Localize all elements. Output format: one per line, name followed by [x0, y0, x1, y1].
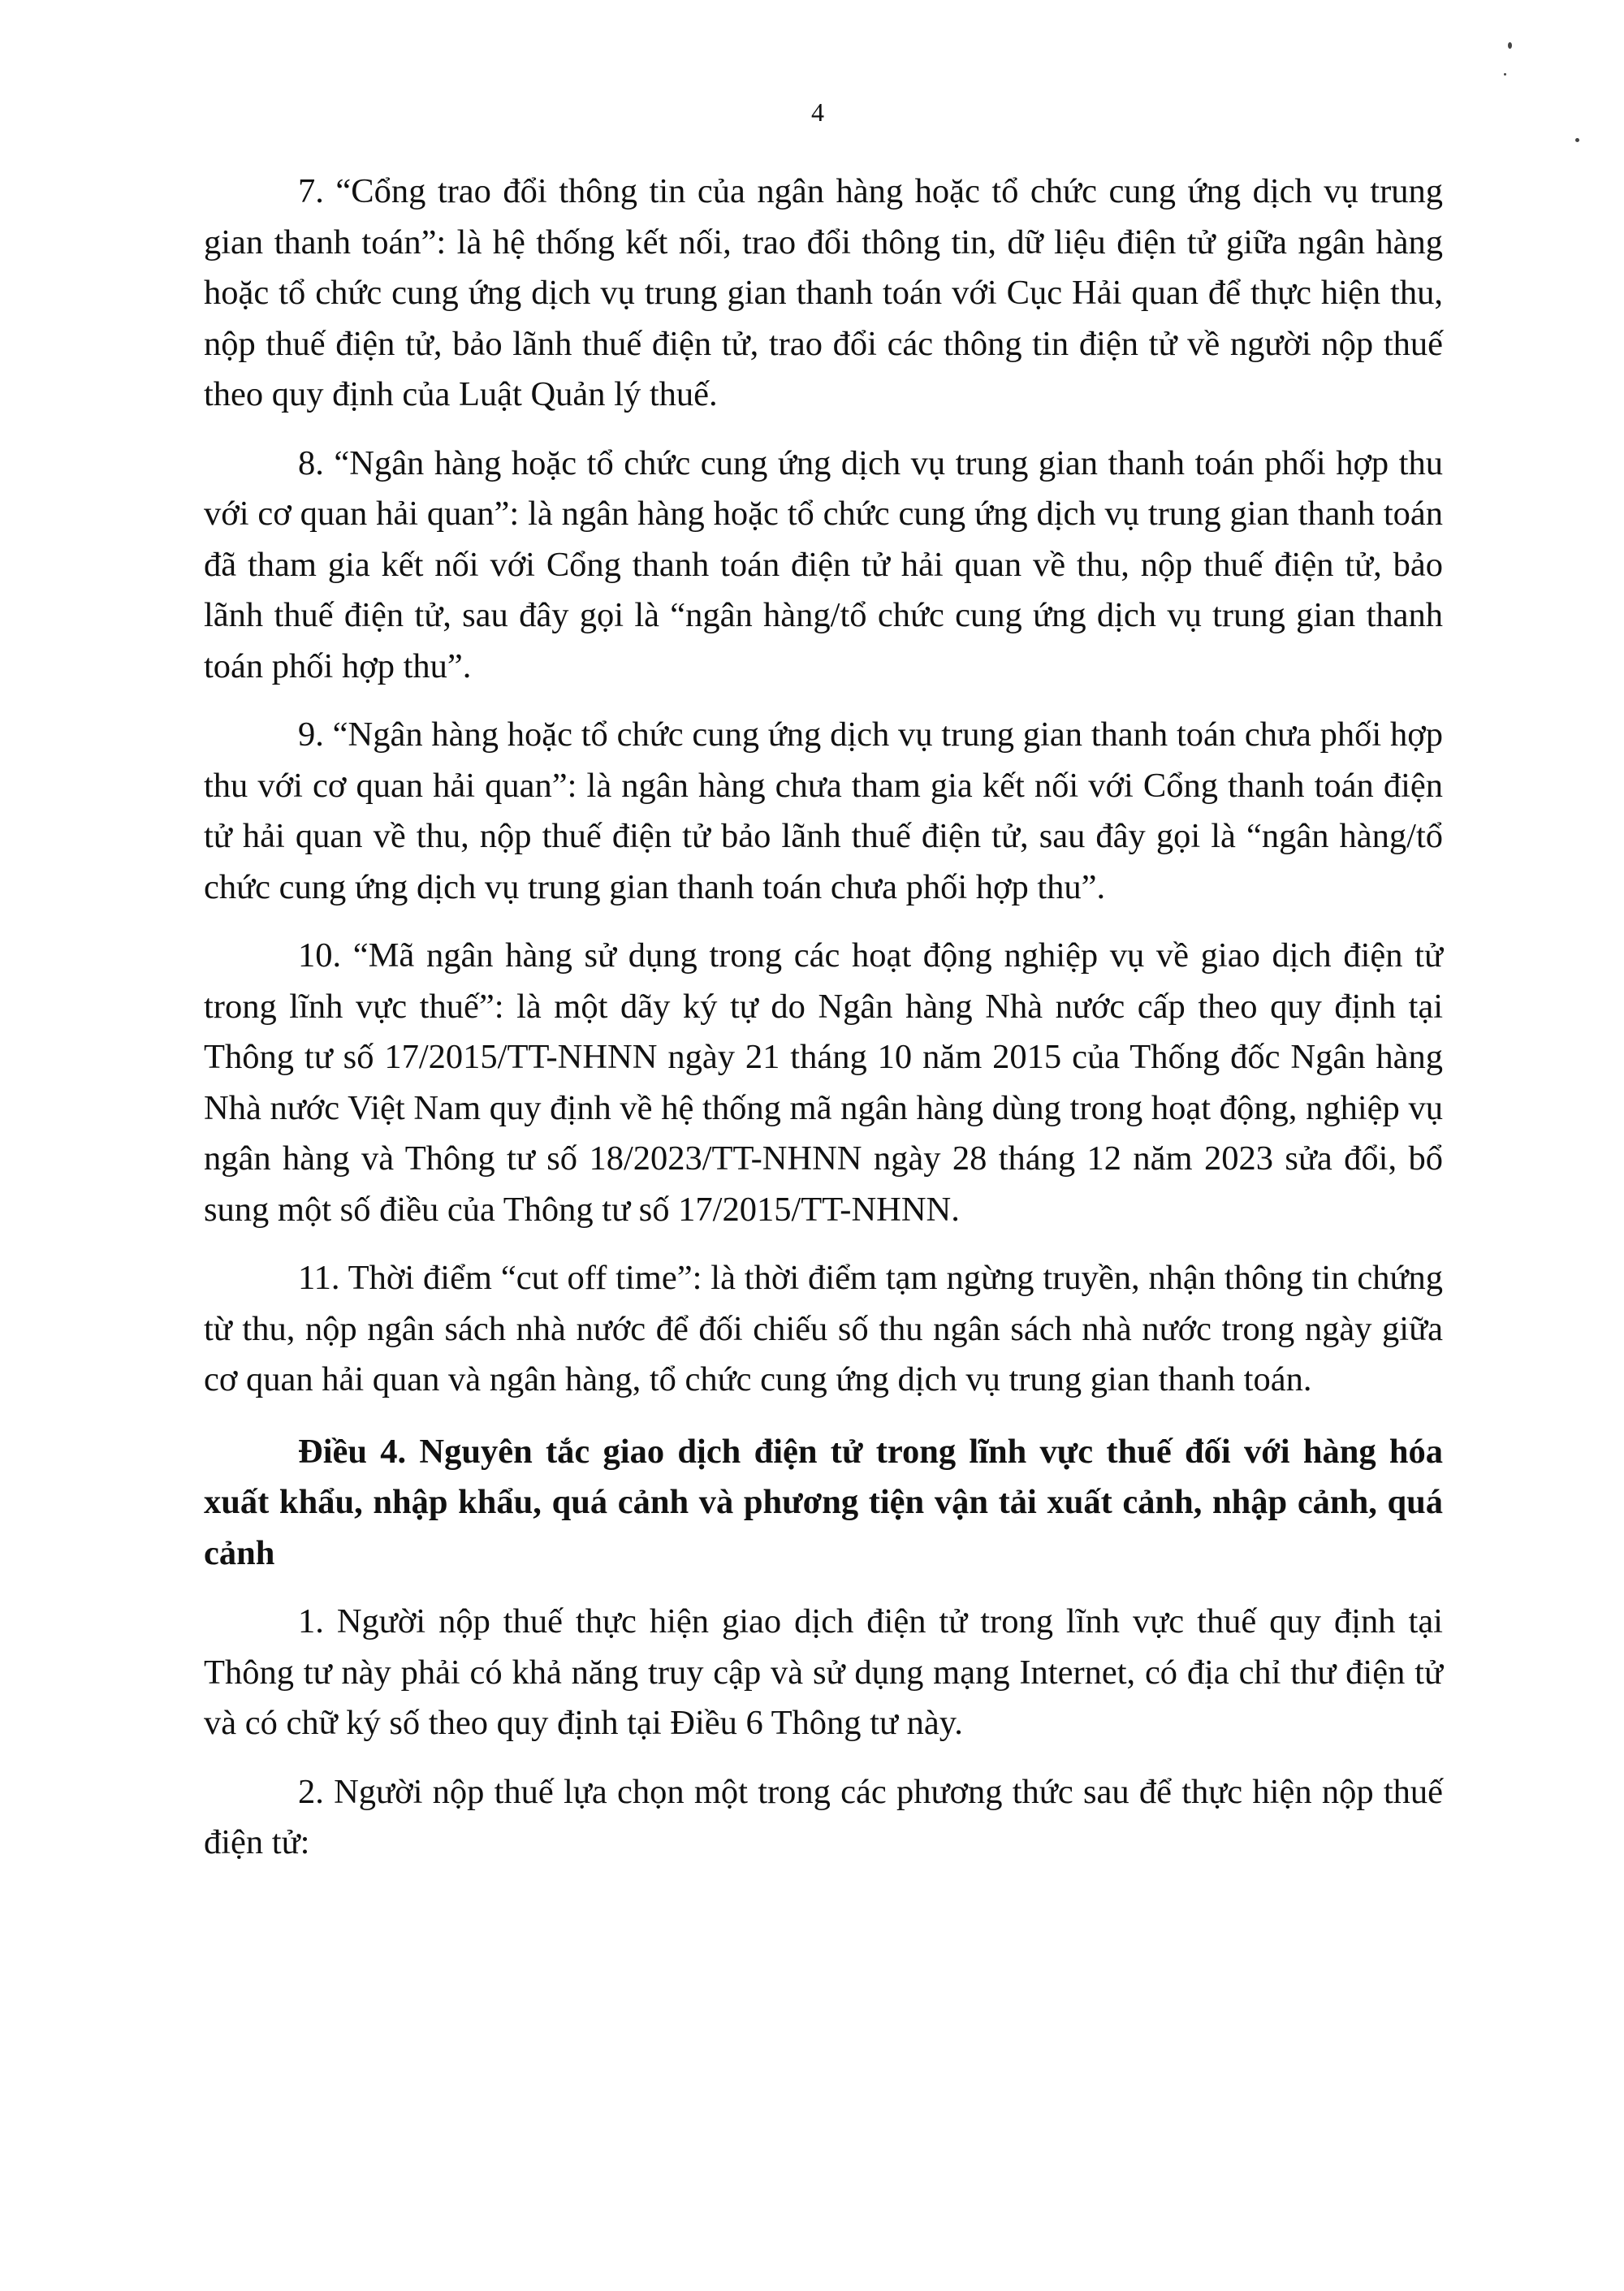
definition-item-10: 10. “Mã ngân hàng sử dụng trong các hoạt động nghiệp vụ về giao dịch điện tử trong lĩnh vực thuế”: là một dãy ký tự do Ngân hàng Nhà nước cấp theo quy định tại Thông tư số 17/2015/TT-NHNN ngày 21 tháng 10 năm 2015 của Thống đốc Ngân hàng Nhà nước Việt Nam quy định về hệ thống mã ngân hàng dùng trong hoạt động, nghiệp vụ ngân hàng và Thông tư số 18/2023/TT-NHNN ngày 28 tháng 12 năm 2023 sửa đổi, bổ sung một số điều của Thông tư số 17/2015/TT-NHNN. — [204, 936, 1443, 1229]
article-4-heading: Điều 4. Nguyên tắc giao dịch điện tử trong lĩnh vực thuế đối với hàng hóa xuất khẩu, nhập khẩu, quá cảnh và phương tiện vận tải xuất cảnh, nhập cảnh, quá cảnh — [204, 1432, 1443, 1572]
article-4-clause-1: 1. Người nộp thuế thực hiện giao dịch điện tử trong lĩnh vực thuế quy định tại Thông tư này phải có khả năng truy cập và sử dụng mạng Internet, có địa chỉ thư điện tử và có chữ ký số theo quy định tại Điều 6 Thông tư này. — [204, 1602, 1443, 1742]
definition-item-9: 9. “Ngân hàng hoặc tổ chức cung ứng dịch vụ trung gian thanh toán chưa phối hợp thu với cơ quan hải quan”: là ngân hàng chưa tham gia kết nối với Cổng thanh toán điện tử hải quan về thu, nộp thuế điện tử bảo lãnh thuế điện tử, sau đây gọi là “ngân hàng/tổ chức cung ứng dịch vụ trung gian thanh toán chưa phối hợp thu”. — [204, 715, 1443, 906]
page-number: 4 — [811, 97, 824, 127]
document-body — [204, 166, 1443, 1869]
definition-item-7: 7. “Cổng trao đổi thông tin của ngân hàng hoặc tổ chức cung ứng dịch vụ trung gian thanh toán”: là hệ thống kết nối, trao đổi thông tin, dữ liệu điện tử giữa ngân hàng hoặc tổ chức cung ứng dịch vụ trung gian thanh toán với Cục Hải quan để thực hiện thu, nộp thuế điện tử, bảo lãnh thuế điện tử, trao đổi các thông tin điện tử về người nộp thuế theo quy định của Luật Quản lý thuế. — [204, 172, 1443, 413]
definition-item-11: 11. Thời điểm “cut off time”: là thời điểm tạm ngừng truyền, nhận thông tin chứng từ thu, nộp ngân sách nhà nước để đối chiếu số thu ngân sách nhà nước trong ngày giữa cơ quan hải quan và ngân hàng, tổ chức cung ứng dịch vụ trung gian thanh toán. — [204, 1259, 1443, 1398]
scan-speck — [1575, 138, 1579, 142]
scan-speck — [1508, 42, 1512, 49]
definition-item-8: 8. “Ngân hàng hoặc tổ chức cung ứng dịch vụ trung gian thanh toán phối hợp thu với cơ quan hải quan”: là ngân hàng hoặc tổ chức cung ứng dịch vụ trung gian thanh toán đã tham gia kết nối với Cổng thanh toán điện tử hải quan về thu, nộp thuế điện tử, bảo lãnh thuế điện tử, sau đây gọi là “ngân hàng/tổ chức cung ứng dịch vụ trung gian thanh toán phối hợp thu”. — [204, 443, 1443, 685]
article-4-clause-2: 2. Người nộp thuế lựa chọn một trong các phương thức sau để thực hiện nộp thuế điện tử: — [204, 1772, 1443, 1861]
scan-speck — [1504, 73, 1506, 76]
